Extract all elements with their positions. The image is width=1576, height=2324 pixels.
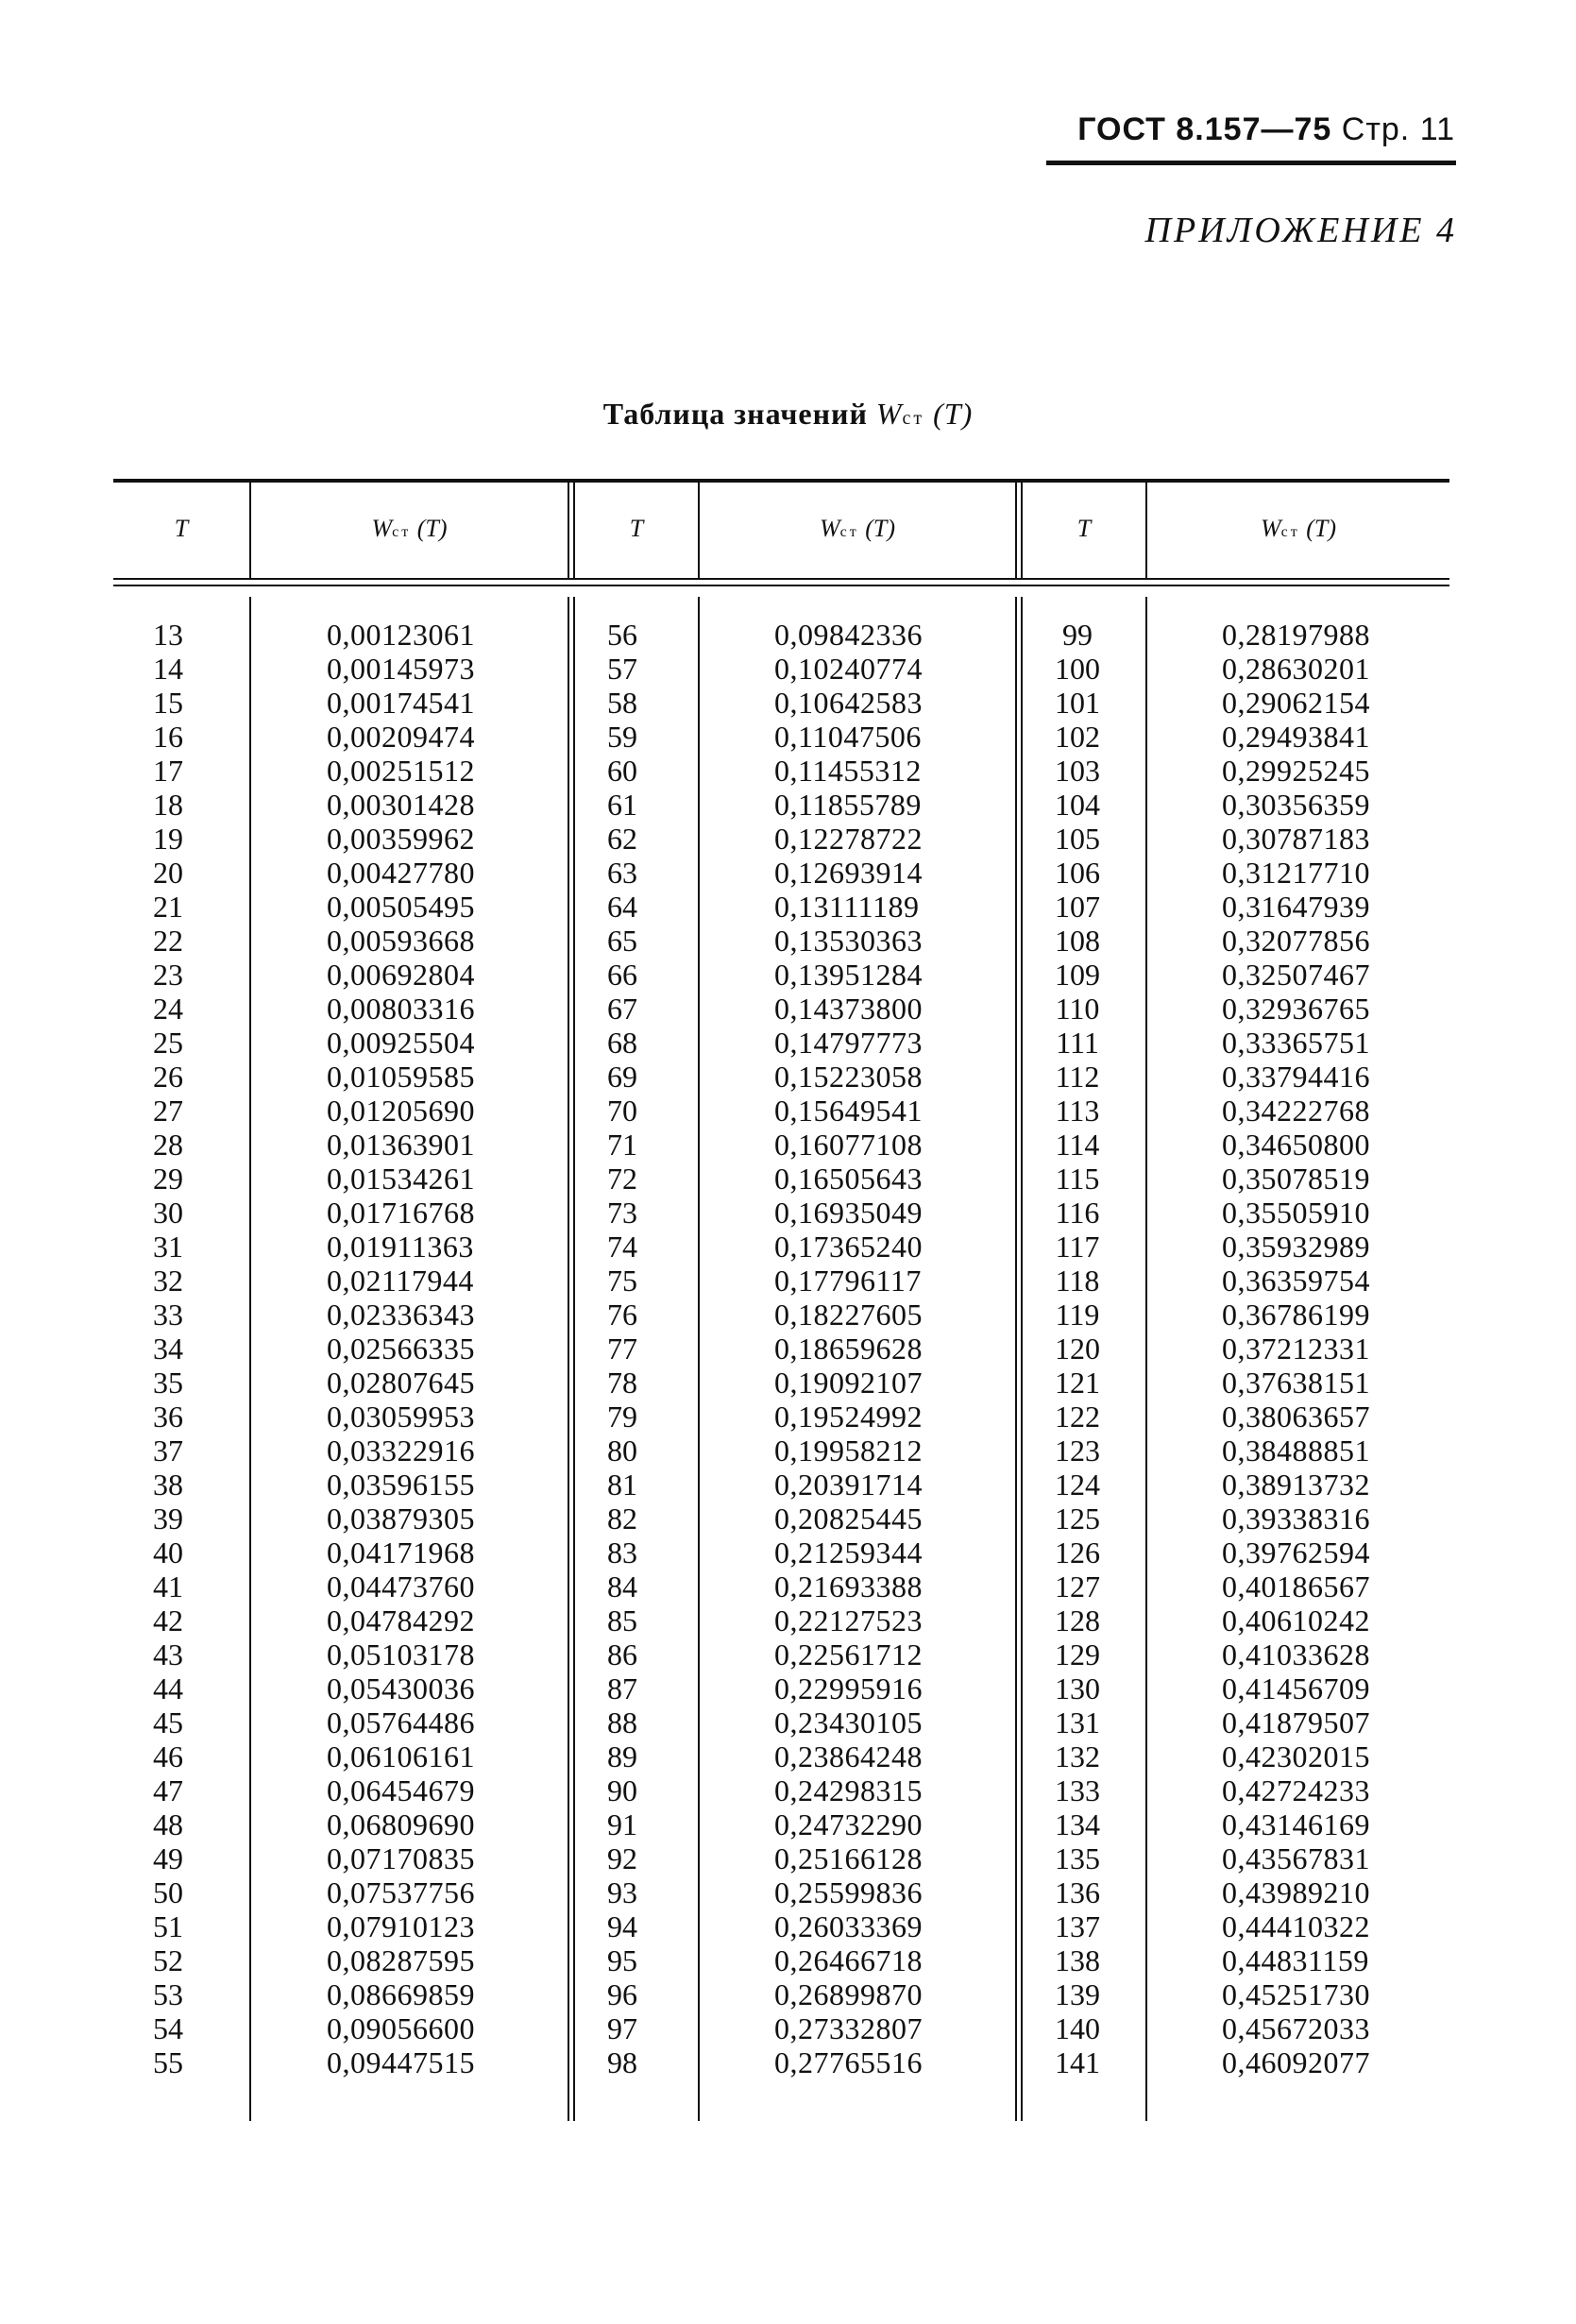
- temperature-cell: 76: [607, 1298, 637, 1332]
- temperature-cell: 88: [607, 1705, 637, 1739]
- t-column: [575, 618, 669, 2079]
- value-cell: 0,09056600: [327, 2011, 475, 2045]
- value-cell: 0,00925504: [327, 1026, 475, 1060]
- value-cell: 0,43989210: [1222, 1875, 1370, 1909]
- temperature-cell: 81: [607, 1467, 637, 1501]
- value-cell: 0,21259344: [774, 1535, 923, 1569]
- temperature-cell: 39: [153, 1501, 183, 1535]
- value-cell: 0,34650800: [1222, 1128, 1370, 1162]
- temperature-cell: 58: [607, 686, 637, 720]
- temperature-cell: 30: [153, 1196, 183, 1230]
- column-header-t: T: [629, 515, 644, 542]
- value-cell: 0,35078519: [1222, 1162, 1370, 1196]
- temperature-cell: 27: [153, 1094, 183, 1128]
- temperature-cell: 106: [1055, 856, 1100, 890]
- temperature-cell: 62: [607, 822, 637, 856]
- header-bottom-rule-2: [113, 585, 1449, 586]
- value-cell: 0,43567831: [1222, 1841, 1370, 1875]
- value-cell: 0,01059585: [327, 1060, 475, 1094]
- temperature-cell: 92: [607, 1841, 637, 1875]
- column-divider-double: [568, 482, 569, 578]
- value-cell: 0,01534261: [327, 1162, 475, 1196]
- value-cell: 0,00209474: [327, 720, 475, 754]
- temperature-cell: 63: [607, 856, 637, 890]
- temperature-cell: 94: [607, 1909, 637, 1943]
- temperature-cell: 43: [153, 1637, 183, 1671]
- temperature-cell: 114: [1055, 1128, 1100, 1162]
- temperature-cell: 59: [607, 720, 637, 754]
- header-rule: [1046, 161, 1456, 165]
- table-title-argument: (T): [933, 397, 974, 431]
- value-cell: 0,18227605: [774, 1298, 923, 1332]
- temperature-cell: 96: [607, 1977, 637, 2011]
- value-cell: 0,22127523: [774, 1603, 923, 1637]
- temperature-cell: 74: [607, 1230, 637, 1264]
- temperature-cell: 70: [607, 1094, 637, 1128]
- column-divider-double: [1015, 597, 1017, 2121]
- value-cell: 0,00593668: [327, 924, 475, 958]
- value-cell: 0,00301428: [327, 788, 475, 822]
- header-bottom-rule-1: [113, 578, 1449, 580]
- temperature-cell: 19: [153, 822, 183, 856]
- value-cell: 0,05764486: [327, 1705, 475, 1739]
- temperature-cell: 66: [607, 958, 637, 992]
- temperature-cell: 128: [1055, 1603, 1100, 1637]
- temperature-cell: 116: [1055, 1196, 1100, 1230]
- temperature-cell: 32: [153, 1264, 183, 1298]
- value-cell: 0,15223058: [774, 1060, 923, 1094]
- value-cell: 0,00427780: [327, 856, 475, 890]
- value-cell: 0,01205690: [327, 1094, 475, 1128]
- temperature-cell: 126: [1055, 1535, 1100, 1569]
- column-header-w: Wст (T): [371, 515, 448, 542]
- value-cell: 0,01911363: [327, 1230, 474, 1264]
- value-cell: 0,23430105: [774, 1705, 923, 1739]
- table-top-rule: [113, 479, 1449, 483]
- table-title-subscript: ст: [902, 408, 925, 429]
- value-cell: 0,00174541: [327, 686, 475, 720]
- temperature-cell: 110: [1055, 992, 1100, 1026]
- temperature-cell: 137: [1055, 1909, 1100, 1943]
- value-cell: 0,30787183: [1222, 822, 1370, 856]
- temperature-cell: 25: [153, 1026, 183, 1060]
- value-cell: 0,00251512: [327, 754, 475, 788]
- value-cell: 0,16505643: [774, 1162, 923, 1196]
- value-cell: 0,06454679: [327, 1773, 475, 1807]
- value-cell: 0,41456709: [1222, 1671, 1370, 1705]
- value-cell: 0,05430036: [327, 1671, 475, 1705]
- temperature-cell: 13: [153, 618, 183, 652]
- temperature-cell: 16: [153, 720, 183, 754]
- appendix-label: ПРИЛОЖЕНИЕ 4: [1144, 211, 1457, 250]
- value-cell: 0,31647939: [1222, 890, 1370, 924]
- temperature-cell: 52: [153, 1943, 183, 1977]
- value-cell: 0,07537756: [327, 1875, 475, 1909]
- value-cell: 0,00505495: [327, 890, 475, 924]
- value-cell: 0,33794416: [1222, 1060, 1370, 1094]
- value-cell: 0,44831159: [1222, 1943, 1369, 1977]
- value-cell: 0,16077108: [774, 1128, 923, 1162]
- temperature-cell: 73: [607, 1196, 637, 1230]
- value-cell: 0,39338316: [1222, 1501, 1370, 1535]
- value-cell: 0,04473760: [327, 1569, 475, 1603]
- temperature-cell: 131: [1055, 1705, 1100, 1739]
- t-column: [1023, 618, 1132, 2079]
- value-cell: 0,28630201: [1222, 652, 1370, 686]
- column-divider: [1145, 597, 1147, 2121]
- temperature-cell: 49: [153, 1841, 183, 1875]
- temperature-cell: 111: [1056, 1026, 1099, 1060]
- value-cell: 0,42724233: [1222, 1773, 1370, 1807]
- temperature-cell: 141: [1055, 2045, 1100, 2079]
- page-header: [1077, 111, 1455, 148]
- temperature-cell: 84: [607, 1569, 637, 1603]
- temperature-cell: 55: [153, 2045, 183, 2079]
- value-cell: 0,19092107: [774, 1366, 923, 1399]
- temperature-cell: 132: [1055, 1739, 1100, 1773]
- temperature-cell: 40: [153, 1535, 183, 1569]
- temperature-cell: 44: [153, 1671, 183, 1705]
- temperature-cell: 102: [1055, 720, 1100, 754]
- value-cell: 0,29493841: [1222, 720, 1370, 754]
- temperature-cell: 20: [153, 856, 183, 890]
- value-cell: 0,46092077: [1222, 2045, 1370, 2079]
- column-divider: [249, 597, 251, 2121]
- value-cell: 0,32077856: [1222, 924, 1370, 958]
- table-title-text: Таблица значений: [602, 397, 868, 431]
- temperature-cell: 71: [607, 1128, 637, 1162]
- value-cell: 0,08287595: [327, 1943, 475, 1977]
- value-cell: 0,34222768: [1222, 1094, 1370, 1128]
- t-column: [113, 618, 223, 2079]
- w-column: [327, 618, 563, 2079]
- value-cell: 0,13530363: [774, 924, 923, 958]
- value-cell: 0,45251730: [1222, 1977, 1370, 2011]
- temperature-cell: 119: [1055, 1298, 1100, 1332]
- value-cell: 0,29062154: [1222, 686, 1370, 720]
- value-cell: 0,11855789: [774, 788, 922, 822]
- temperature-cell: 17: [153, 754, 183, 788]
- temperature-cell: 36: [153, 1399, 183, 1433]
- value-cell: 0,00692804: [327, 958, 475, 992]
- value-cell: 0,07910123: [327, 1909, 475, 1943]
- temperature-cell: 99: [1062, 618, 1093, 652]
- temperature-cell: 121: [1055, 1366, 1100, 1399]
- temperature-cell: 130: [1055, 1671, 1100, 1705]
- value-cell: 0,14797773: [774, 1026, 923, 1060]
- temperature-cell: 93: [607, 1875, 637, 1909]
- temperature-cell: 51: [153, 1909, 183, 1943]
- value-cell: 0,03879305: [327, 1501, 475, 1535]
- value-cell: 0,41879507: [1222, 1705, 1370, 1739]
- value-cell: 0,38913732: [1222, 1467, 1370, 1501]
- value-cell: 0,12278722: [774, 822, 923, 856]
- temperature-cell: 97: [607, 2011, 637, 2045]
- value-cell: 0,06106161: [327, 1739, 475, 1773]
- temperature-cell: 42: [153, 1603, 183, 1637]
- value-cell: 0,03322916: [327, 1433, 475, 1467]
- temperature-cell: 41: [153, 1569, 183, 1603]
- temperature-cell: 77: [607, 1332, 637, 1366]
- value-cell: 0,12693914: [774, 856, 923, 890]
- value-cell: 0,33365751: [1222, 1026, 1370, 1060]
- temperature-cell: 129: [1055, 1637, 1100, 1671]
- temperature-cell: 120: [1055, 1332, 1100, 1366]
- value-cell: 0,14373800: [774, 992, 923, 1026]
- temperature-cell: 14: [153, 652, 183, 686]
- w-column: [1222, 618, 1445, 2079]
- temperature-cell: 140: [1055, 2011, 1100, 2045]
- value-cell: 0,32507467: [1222, 958, 1370, 992]
- value-cell: 0,10240774: [774, 652, 923, 686]
- value-cell: 0,17796117: [774, 1264, 922, 1298]
- value-cell: 0,22995916: [774, 1671, 923, 1705]
- temperature-cell: 53: [153, 1977, 183, 2011]
- value-cell: 0,02807645: [327, 1366, 475, 1399]
- value-cell: 0,01716768: [327, 1196, 475, 1230]
- temperature-cell: 65: [607, 924, 637, 958]
- value-cell: 0,09842336: [774, 618, 923, 652]
- value-cell: 0,00803316: [327, 992, 475, 1026]
- value-cell: 0,26899870: [774, 1977, 923, 2011]
- value-cell: 0,11047506: [774, 720, 922, 754]
- value-cell: 0,08669859: [327, 1977, 475, 2011]
- column-header-w: Wст (T): [819, 515, 896, 542]
- temperature-cell: 124: [1055, 1467, 1100, 1501]
- temperature-cell: 125: [1055, 1501, 1100, 1535]
- value-cell: 0,27765516: [774, 2045, 923, 2079]
- temperature-cell: 112: [1055, 1060, 1100, 1094]
- temperature-cell: 87: [607, 1671, 637, 1705]
- value-cell: 0,24732290: [774, 1807, 923, 1841]
- temperature-cell: 33: [153, 1298, 183, 1332]
- value-cell: 0,19958212: [774, 1433, 923, 1467]
- temperature-cell: 72: [607, 1162, 637, 1196]
- temperature-cell: 103: [1055, 754, 1100, 788]
- temperature-cell: 104: [1055, 788, 1100, 822]
- value-cell: 0,20391714: [774, 1467, 923, 1501]
- temperature-cell: 100: [1055, 652, 1100, 686]
- temperature-cell: 136: [1055, 1875, 1100, 1909]
- temperature-cell: 67: [607, 992, 637, 1026]
- temperature-cell: 56: [607, 618, 637, 652]
- temperature-cell: 31: [153, 1230, 183, 1264]
- temperature-cell: 105: [1055, 822, 1100, 856]
- temperature-cell: 64: [607, 890, 637, 924]
- temperature-cell: 79: [607, 1399, 637, 1433]
- value-cell: 0,10642583: [774, 686, 923, 720]
- value-cell: 0,26466718: [774, 1943, 923, 1977]
- w-column: [774, 618, 1010, 2079]
- value-cell: 0,37212331: [1222, 1332, 1370, 1366]
- value-cell: 0,40186567: [1222, 1569, 1370, 1603]
- temperature-cell: 22: [153, 924, 183, 958]
- value-cell: 0,13951284: [774, 958, 923, 992]
- temperature-cell: 68: [607, 1026, 637, 1060]
- temperature-cell: 26: [153, 1060, 183, 1094]
- value-cell: 0,30356359: [1222, 788, 1370, 822]
- value-cell: 0,25599836: [774, 1875, 923, 1909]
- value-cell: 0,00123061: [327, 618, 475, 652]
- column-header-t: T: [174, 515, 189, 542]
- value-cell: 0,15649541: [774, 1094, 923, 1128]
- temperature-cell: 89: [607, 1739, 637, 1773]
- temperature-cell: 138: [1055, 1943, 1100, 1977]
- temperature-cell: 60: [607, 754, 637, 788]
- temperature-cell: 115: [1055, 1162, 1100, 1196]
- temperature-cell: 23: [153, 958, 183, 992]
- temperature-cell: 54: [153, 2011, 183, 2045]
- temperature-cell: 15: [153, 686, 183, 720]
- temperature-cell: 109: [1055, 958, 1100, 992]
- value-cell: 0,29925245: [1222, 754, 1370, 788]
- temperature-cell: 28: [153, 1128, 183, 1162]
- temperature-cell: 139: [1055, 1977, 1100, 2011]
- value-cell: 0,19524992: [774, 1399, 923, 1433]
- temperature-cell: 127: [1055, 1569, 1100, 1603]
- value-cell: 0,06809690: [327, 1807, 475, 1841]
- temperature-cell: 29: [153, 1162, 183, 1196]
- temperature-cell: 108: [1055, 924, 1100, 958]
- value-cell: 0,35932989: [1222, 1230, 1370, 1264]
- column-divider-double: [568, 597, 569, 2121]
- temperature-cell: 95: [607, 1943, 637, 1977]
- temperature-cell: 90: [607, 1773, 637, 1807]
- value-cell: 0,24298315: [774, 1773, 923, 1807]
- temperature-cell: 98: [607, 2045, 637, 2079]
- temperature-cell: 34: [153, 1332, 183, 1366]
- value-cell: 0,23864248: [774, 1739, 923, 1773]
- temperature-cell: 38: [153, 1467, 183, 1501]
- temperature-cell: 91: [607, 1807, 637, 1841]
- temperature-cell: 35: [153, 1366, 183, 1399]
- value-cell: 0,40610242: [1222, 1603, 1370, 1637]
- temperature-cell: 135: [1055, 1841, 1100, 1875]
- table-title: [0, 397, 1576, 432]
- value-cell: 0,21693388: [774, 1569, 923, 1603]
- value-cell: 0,13111189: [774, 890, 920, 924]
- value-cell: 0,09447515: [327, 2045, 475, 2079]
- column-header-t: T: [1076, 515, 1092, 542]
- value-cell: 0,17365240: [774, 1230, 923, 1264]
- value-cell: 0,31217710: [1222, 856, 1370, 890]
- standard-code: ГОСТ 8.157—75: [1077, 111, 1332, 147]
- value-cell: 0,03059953: [327, 1399, 475, 1433]
- value-cell: 0,36786199: [1222, 1298, 1370, 1332]
- temperature-cell: 118: [1055, 1264, 1100, 1298]
- value-cell: 0,01363901: [327, 1128, 475, 1162]
- value-cell: 0,20825445: [774, 1501, 923, 1535]
- value-cell: 0,37638151: [1222, 1366, 1370, 1399]
- column-header-w: Wст (T): [1260, 515, 1337, 542]
- value-cell: 0,05103178: [327, 1637, 475, 1671]
- temperature-cell: 82: [607, 1501, 637, 1535]
- value-cell: 0,45672033: [1222, 2011, 1370, 2045]
- temperature-cell: 80: [607, 1433, 637, 1467]
- value-cell: 0,42302015: [1222, 1739, 1370, 1773]
- temperature-cell: 107: [1055, 890, 1100, 924]
- value-cell: 0,22561712: [774, 1637, 923, 1671]
- value-cell: 0,18659628: [774, 1332, 923, 1366]
- temperature-cell: 117: [1055, 1230, 1100, 1264]
- table-title-symbol: W: [875, 397, 903, 431]
- temperature-cell: 45: [153, 1705, 183, 1739]
- temperature-cell: 48: [153, 1807, 183, 1841]
- temperature-cell: 133: [1055, 1773, 1100, 1807]
- temperature-cell: 18: [153, 788, 183, 822]
- value-cell: 0,02336343: [327, 1298, 475, 1332]
- temperature-cell: 113: [1055, 1094, 1100, 1128]
- temperature-cell: 86: [607, 1637, 637, 1671]
- temperature-cell: 69: [607, 1060, 637, 1094]
- temperature-cell: 122: [1055, 1399, 1100, 1433]
- temperature-cell: 85: [607, 1603, 637, 1637]
- value-cell: 0,43146169: [1222, 1807, 1370, 1841]
- temperature-cell: 46: [153, 1739, 183, 1773]
- column-divider: [698, 597, 700, 2121]
- value-cell: 0,04171968: [327, 1535, 475, 1569]
- value-cell: 0,38488851: [1222, 1433, 1370, 1467]
- temperature-cell: 57: [607, 652, 637, 686]
- value-cell: 0,07170835: [327, 1841, 475, 1875]
- value-cell: 0,00145973: [327, 652, 475, 686]
- temperature-cell: 50: [153, 1875, 183, 1909]
- value-cell: 0,02117944: [327, 1264, 474, 1298]
- temperature-cell: 47: [153, 1773, 183, 1807]
- temperature-cell: 24: [153, 992, 183, 1026]
- value-cell: 0,27332807: [774, 2011, 923, 2045]
- temperature-cell: 78: [607, 1366, 637, 1399]
- value-cell: 0,04784292: [327, 1603, 475, 1637]
- value-cell: 0,32936765: [1222, 992, 1370, 1026]
- temperature-cell: 134: [1055, 1807, 1100, 1841]
- value-cell: 0,02566335: [327, 1332, 475, 1366]
- value-cell: 0,00359962: [327, 822, 475, 856]
- temperature-cell: 37: [153, 1433, 183, 1467]
- temperature-cell: 83: [607, 1535, 637, 1569]
- value-cell: 0,38063657: [1222, 1399, 1370, 1433]
- value-cell: 0,25166128: [774, 1841, 923, 1875]
- value-cell: 0,28197988: [1222, 618, 1370, 652]
- temperature-cell: 123: [1055, 1433, 1100, 1467]
- temperature-cell: 75: [607, 1264, 637, 1298]
- value-cell: 0,11455312: [774, 754, 922, 788]
- temperature-cell: 21: [153, 890, 183, 924]
- value-cell: 0,35505910: [1222, 1196, 1370, 1230]
- value-cell: 0,03596155: [327, 1467, 475, 1501]
- value-cell: 0,44410322: [1222, 1909, 1370, 1943]
- value-cell: 0,16935049: [774, 1196, 923, 1230]
- value-cell: 0,41033628: [1222, 1637, 1370, 1671]
- value-cell: 0,39762594: [1222, 1535, 1370, 1569]
- temperature-cell: 61: [607, 788, 637, 822]
- column-divider-double: [1015, 482, 1017, 578]
- value-cell: 0,26033369: [774, 1909, 923, 1943]
- temperature-cell: 101: [1055, 686, 1100, 720]
- page-number: Стр. 11: [1341, 111, 1455, 147]
- value-cell: 0,36359754: [1222, 1264, 1370, 1298]
